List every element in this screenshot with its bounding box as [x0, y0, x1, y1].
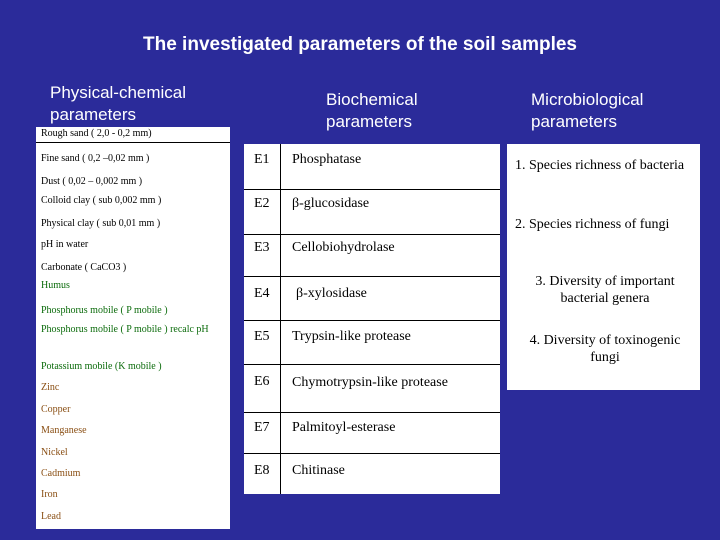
- param-row: Zinc: [41, 382, 60, 393]
- microbiological-header: [531, 89, 643, 133]
- param-row: Lead: [41, 511, 61, 522]
- enzyme-code: E5: [254, 329, 270, 344]
- enzyme-code: E8: [254, 463, 270, 478]
- physical-header-line1: Physical-chemical: [50, 83, 187, 102]
- physical-header-line2: parameters: [50, 105, 136, 124]
- param-row-humus: Humus: [41, 280, 70, 291]
- enzyme-code: E3: [254, 240, 270, 255]
- microbiological-list: [507, 144, 700, 390]
- param-row: Phosphorus mobile ( P mobile ) recalc pH: [41, 324, 209, 335]
- param-row: Cadmium: [41, 468, 81, 479]
- biochemical-header-line1: Biochemical: [326, 90, 418, 109]
- param-row: Manganese: [41, 425, 87, 436]
- microbiological-header-line2: parameters: [531, 112, 617, 131]
- enzyme-name: Palmitoyl-esterase: [292, 420, 396, 435]
- param-row: Fine sand ( 0,2 –0,02 mm ): [41, 153, 150, 164]
- enzyme-name: Chitinase: [292, 463, 345, 478]
- biochemical-header: [326, 89, 418, 133]
- enzyme-row: [244, 234, 500, 277]
- enzyme-row: [244, 276, 500, 321]
- enzyme-code: E2: [254, 196, 270, 211]
- param-row: Nickel: [41, 447, 68, 458]
- physical-header: [50, 82, 186, 126]
- physical-parameter-table: [36, 127, 230, 529]
- enzyme-name: β-xylosidase: [296, 286, 367, 301]
- enzyme-name: Trypsin-like protease: [292, 329, 411, 344]
- enzyme-row: [244, 412, 500, 454]
- enzyme-code: E6: [254, 374, 270, 389]
- param-row: Phosphorus mobile ( P mobile ): [41, 305, 168, 316]
- enzyme-row: [244, 364, 500, 413]
- slide-title: The investigated parameters of the soil samples: [143, 34, 577, 55]
- enzyme-row: [244, 320, 500, 365]
- param-row: Colloid clay ( sub 0,002 mm ): [41, 195, 162, 206]
- enzyme-name: Cellobiohydrolase: [292, 240, 395, 255]
- enzyme-name: β-glucosidase: [292, 196, 370, 211]
- micro-item: 3. Diversity of important bacterial genera: [535, 274, 675, 306]
- param-row: Potassium mobile (K mobile ): [41, 361, 162, 372]
- param-row: Dust ( 0,02 – 0,002 mm ): [41, 176, 143, 187]
- enzyme-name: Chymotrypsin-like protease: [292, 375, 448, 390]
- enzyme-row: [244, 144, 500, 190]
- enzyme-code: E7: [254, 420, 270, 435]
- enzyme-row: [244, 453, 500, 494]
- param-row: Physical clay ( sub 0,01 mm ): [41, 218, 161, 229]
- microbiological-header-line1: Microbiological: [531, 90, 644, 109]
- micro-item: 4. Diversity of toxinogenic fungi: [529, 333, 681, 365]
- param-row: Iron: [41, 489, 58, 500]
- param-row: Copper: [41, 404, 71, 415]
- micro-item: 1. Species richness of bacteria: [515, 158, 685, 173]
- param-row: pH in water: [41, 239, 89, 250]
- enzyme-code: E4: [254, 286, 270, 301]
- biochemical-header-line2: parameters: [326, 112, 412, 131]
- enzyme-row: [244, 189, 500, 235]
- param-row: Carbonate ( CaCO3 ): [41, 262, 127, 273]
- enzyme-name: Phosphatase: [292, 152, 362, 167]
- enzyme-table: [244, 144, 500, 494]
- micro-item: 2. Species richness of fungi: [515, 217, 670, 232]
- enzyme-code: E1: [254, 152, 270, 167]
- param-row: Rough sand ( 2,0 - 0,2 mm): [36, 128, 230, 143]
